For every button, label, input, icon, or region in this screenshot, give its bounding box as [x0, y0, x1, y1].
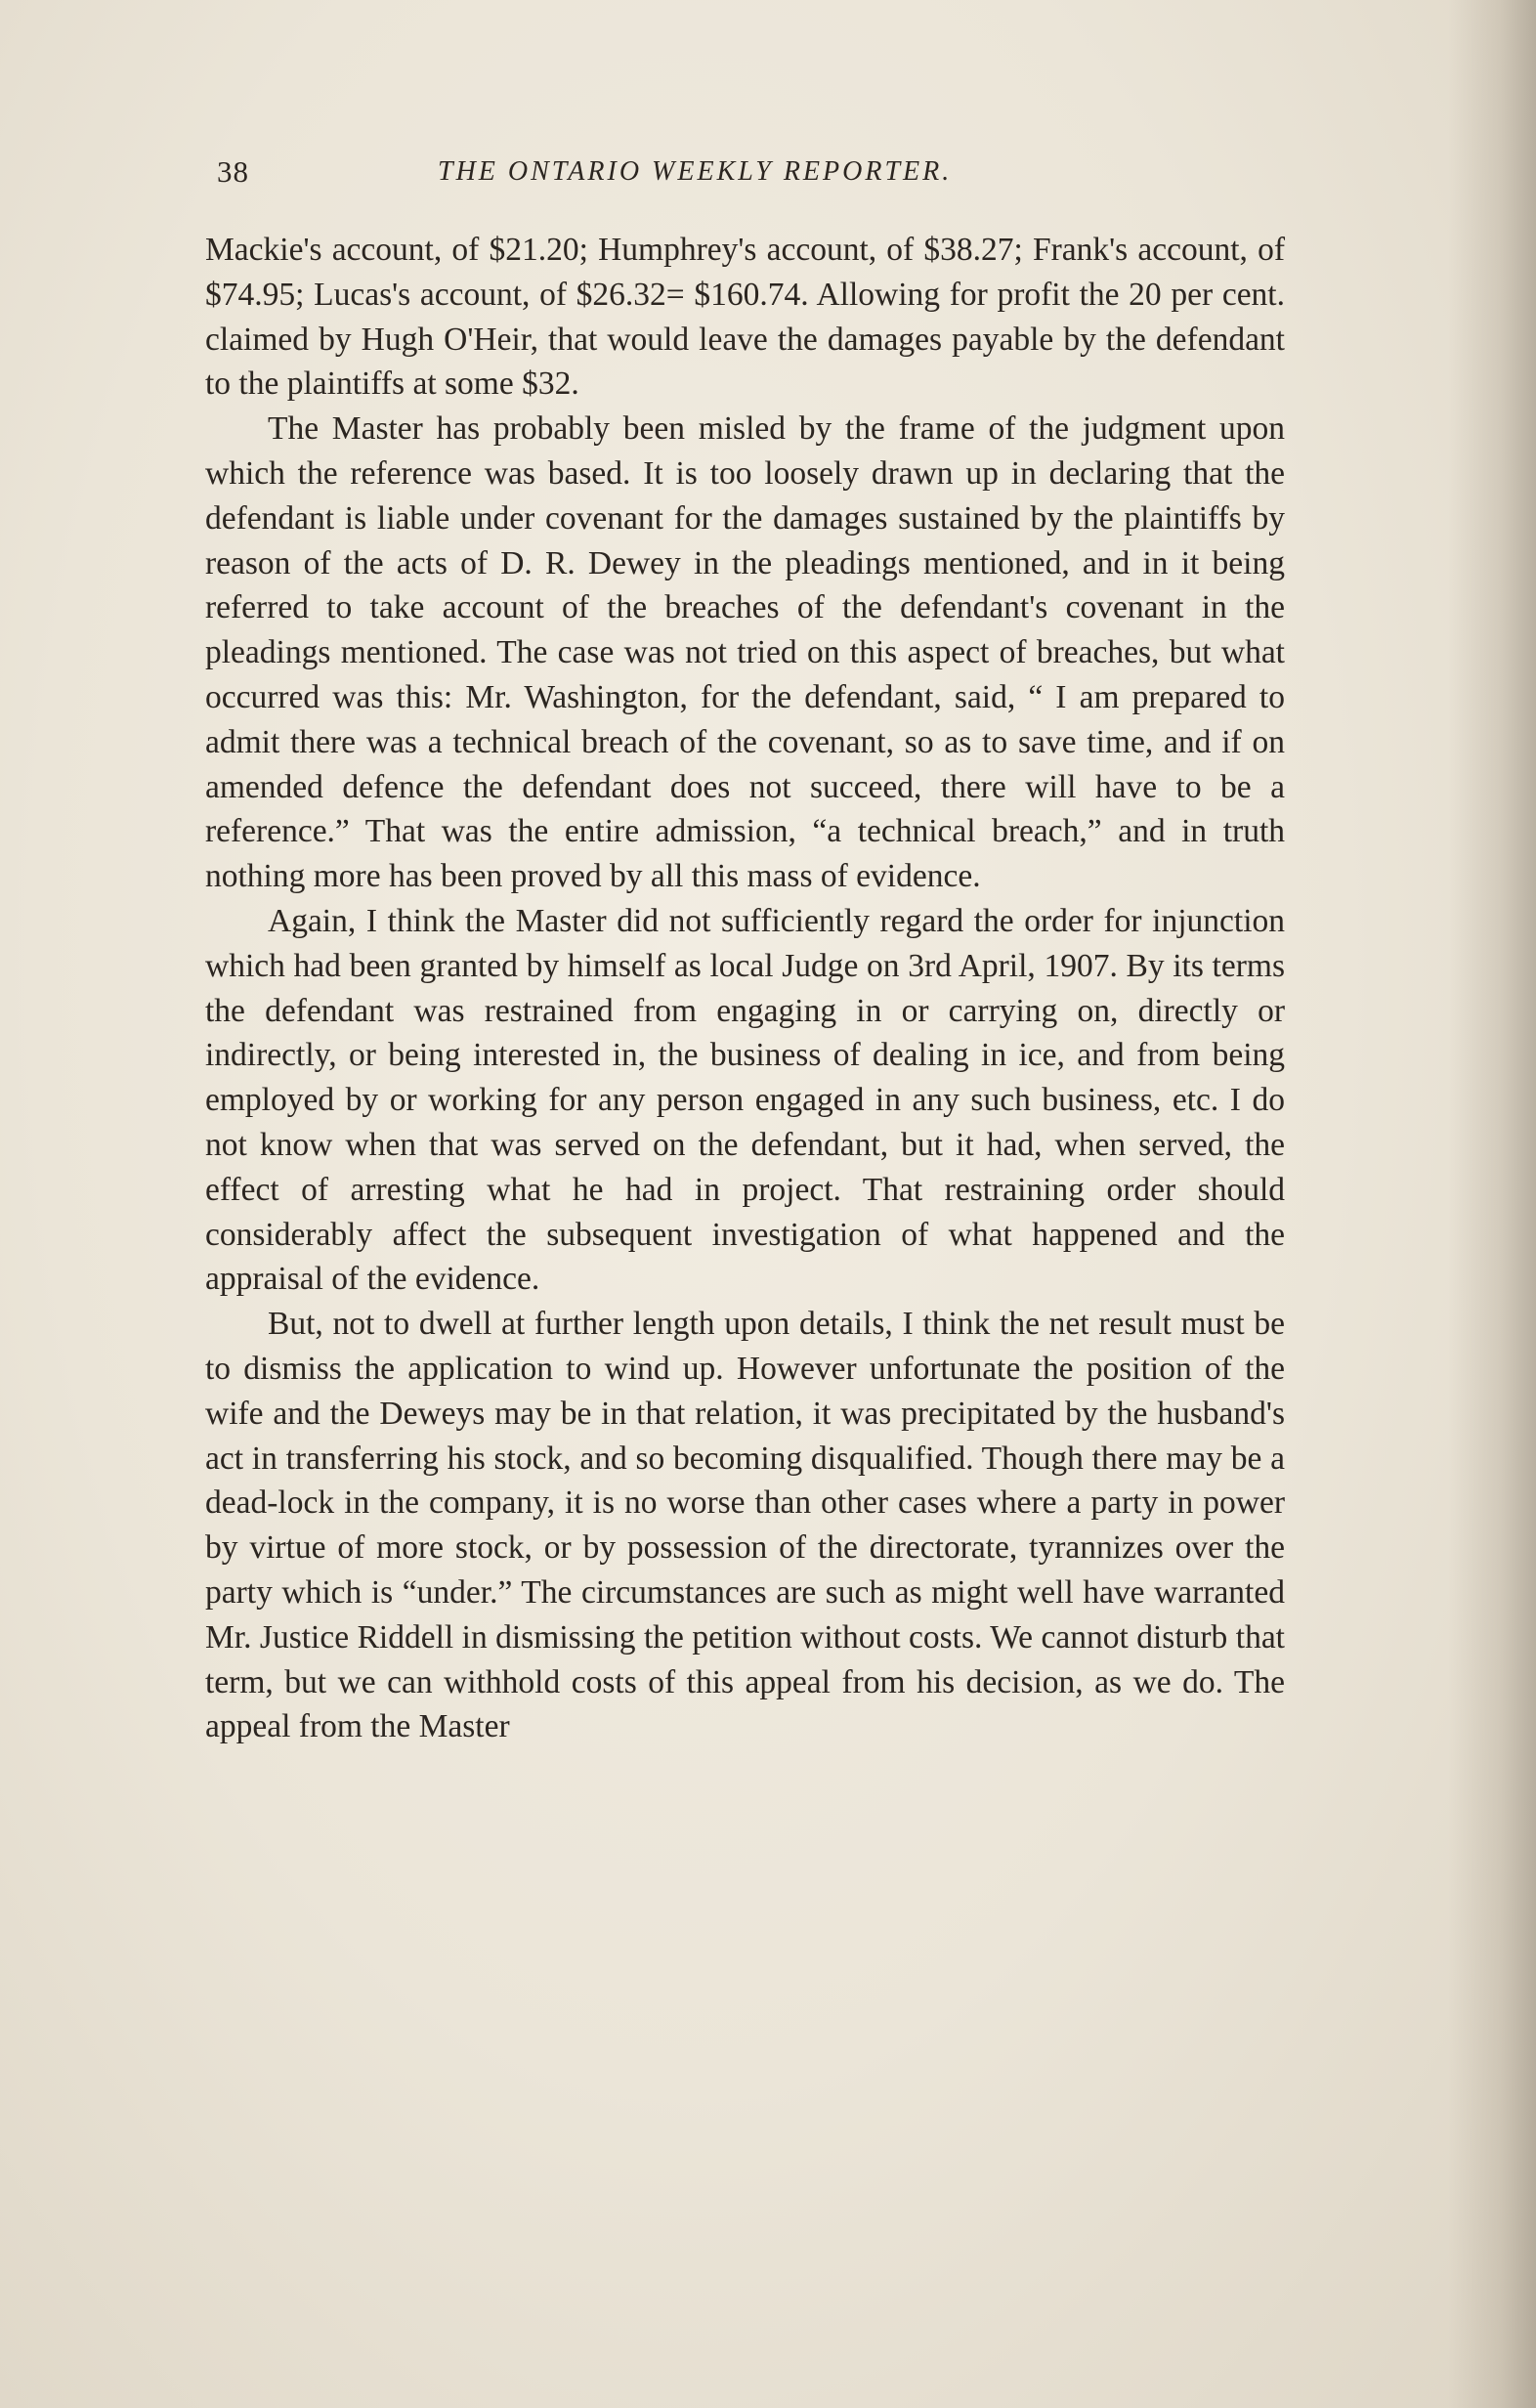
page-number: 38: [217, 154, 249, 189]
paragraph-continued: Mackie's account, of $21.20; Humphrey's account, of $38.27; Frank's account, of $74.95; Lucas's account, of $26.32= $160.74. Allowing for profit the 20 per cent. claimed by Hugh O'Heir, that would leave the damages payable by the defendant to the plaintiffs at some $32.: [205, 232, 1285, 403]
running-title: THE ONTARIO WEEKLY REPORTER.: [438, 156, 953, 187]
body-text: [205, 228, 1285, 1749]
paragraph-conclusion: But, not to dwell at further length upon details, I think the net result must be to dismiss the application to wind up. However unfortunate the position of the wife and the Deweys may be in that relation, it was precipitated by the husband's act in transferring his stock, and so becoming disqualified. Though there may be a dead-lock in the company, it is no worse than other cases where a party in power by virtue of more stock, or by possession of the directorate, tyrannizes over the party which is “under.” The circumstances are such as might well have warranted Mr. Justice Riddell in dismissing the petition without costs. We cannot disturb that term, but we can withhold costs of this appeal from his decision, as we do. The appeal from the Master: [205, 1306, 1285, 1745]
running-header: [205, 154, 1280, 203]
page-gutter-shadow: [1448, 0, 1536, 2408]
paragraph-master-misled: The Master has probably been misled by the frame of the judgment upon which the reference was based. It is too loosely drawn up in declaring that the defendant is liable under covenant for the damages sustained by the plaintiffs by reason of the acts of D. R. Dewey in the pleadings mentioned, and in it being referred to take account of the breaches of the defendant's covenant in the pleadings mentioned. The case was not tried on this aspect of breaches, but what occurred was this: Mr. Washington, for the defendant, said, “ I am prepared to admit there was a technical breach of the covenant, so as to save time, and if on amended defence the defendant does not succeed, there will have to be a reference.” That was the entire admission, “a technical breach,” and in truth nothing more has been proved by all this mass of evidence.: [205, 410, 1285, 895]
paragraph-injunction-order: Again, I think the Master did not sufficiently regard the order for injunction which had been granted by himself as local Judge on 3rd April, 1907. By its terms the defendant was restrained from engaging in or carrying on, directly or indirectly, or being interested in, the business of dealing in ice, and from being employed by or working for any person engaged in any such business, etc. I do not know when that was served on the defendant, but it had, when served, the effect of arresting what he had in project. That restraining order should considerably affect the subsequent investigation of what happened and the appraisal of the evidence.: [205, 902, 1285, 1298]
